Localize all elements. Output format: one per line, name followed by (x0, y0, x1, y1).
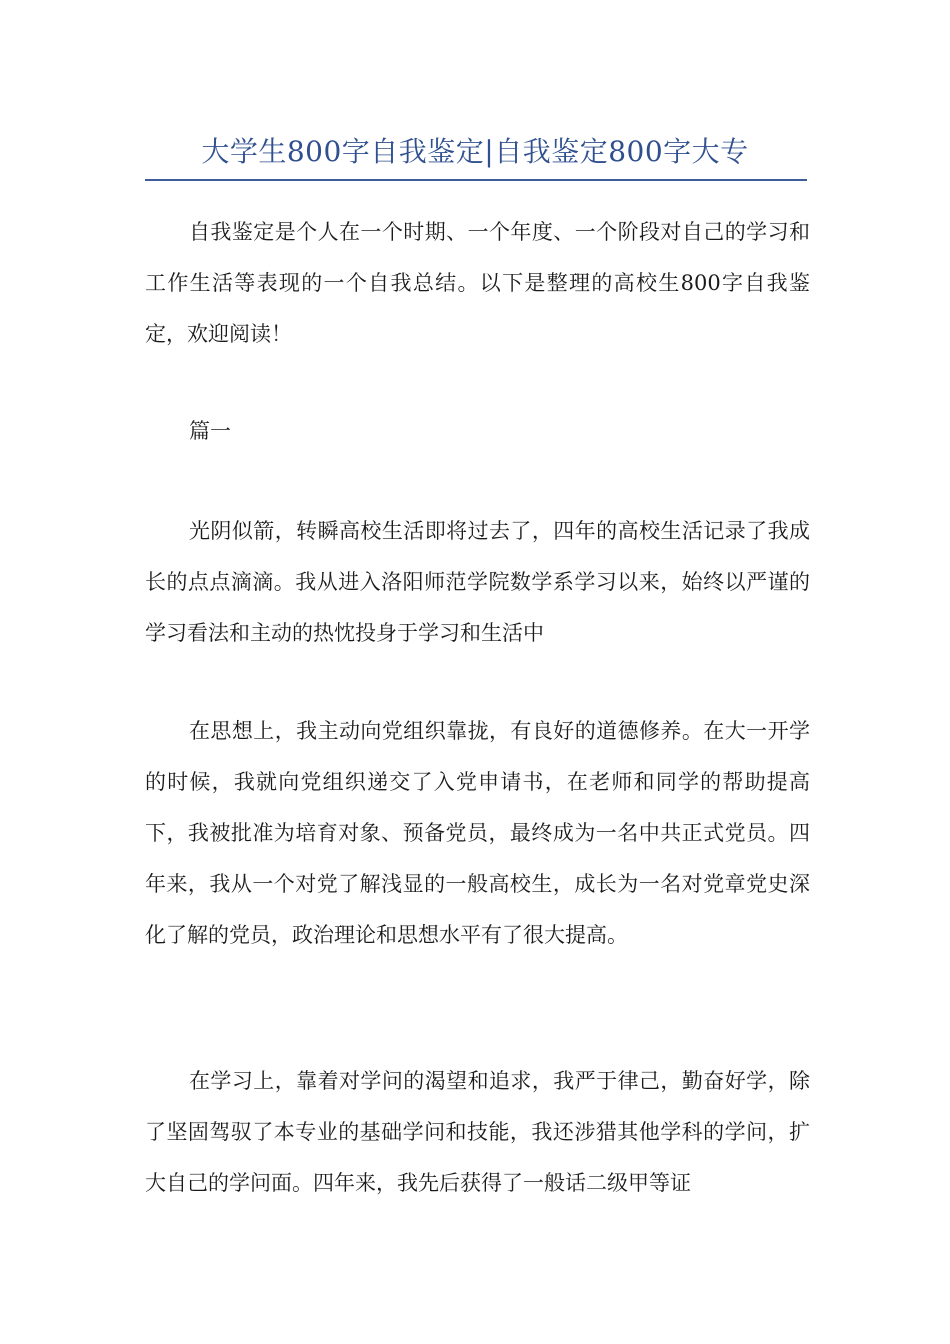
paragraph-opening: 光阴似箭，转瞬高校生活即将过去了，四年的高校生活记录了我成长的点点滴滴。我从进入洛阳师范学院数学系学习以来，始终以严谨的学习看法和主动的热忱投身于学习和生活中 (145, 519, 810, 645)
title-underline (145, 179, 807, 181)
paragraph-study: 在学习上，靠着对学问的渴望和追求，我严于律己，勤奋好学，除了坚固驾驭了本专业的基础学问和技能，我还涉猎其他学科的学问，扩大自己的学问面。四年来，我先后获得了一般话二级甲等证 (145, 1069, 810, 1195)
document-title: 大学生800字自我鉴定|自我鉴定800字大专 (201, 135, 749, 168)
paragraph-intro: 自我鉴定是个人在一个时期、一个年度、一个阶段对自己的学习和工作生活等表现的一个自我总结。以下是整理的高校生800字自我鉴定，欢迎阅读！ (145, 220, 810, 346)
paragraph-thought: 在思想上，我主动向党组织靠拢，有良好的道德修养。在大一开学的时候，我就向党组织递交了入党申请书，在老师和同学的帮助提高下，我被批准为培育对象、预备党员，最终成为一名中共正式党员。四年来，我从一个对党了解浅显的一般高校生，成长为一名对党章党史深化了解的党员，政治理论和思想水平有了很大提高。 (145, 719, 810, 947)
section-heading: 篇一 (189, 419, 231, 443)
